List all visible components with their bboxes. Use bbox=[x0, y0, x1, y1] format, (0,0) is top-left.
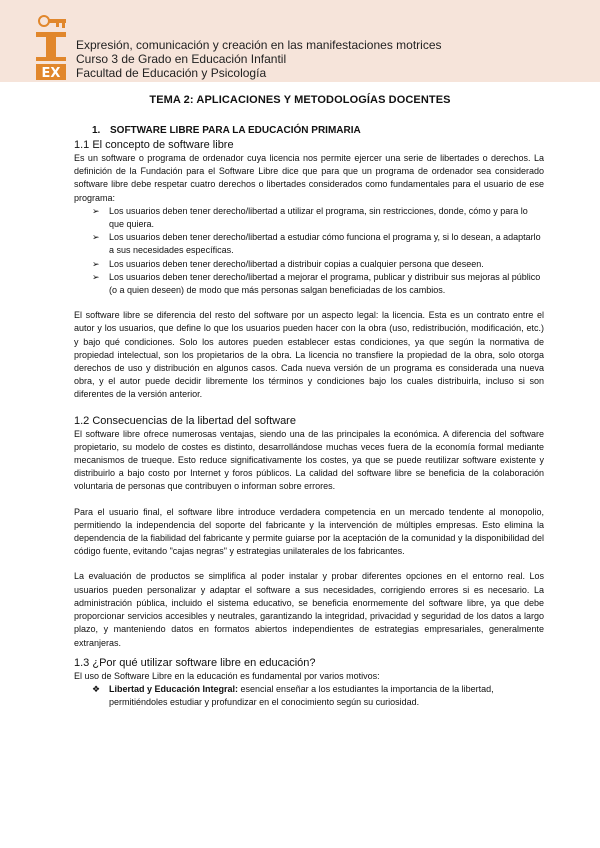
list-item bbox=[92, 271, 544, 297]
list-item bbox=[92, 683, 544, 709]
document-title: TEMA 2: APLICACIONES Y METODOLOGÍAS DOCENTES bbox=[149, 94, 451, 106]
subsection-heading-1-3: 1.3 ¿Por qué utilizar software libre en educación? bbox=[74, 656, 316, 669]
document-body bbox=[74, 124, 544, 709]
paragraph: Para el usuario final, el software libre introduce verdadera competencia en un mercado tendente al monopolio, permitiendo la independencia del soporte del fabricante y la intervención de múltiples empresas. Esto elimina la dependencia de la fiabilidad del fabricante y permite guiarse por la aceptación de la comunidad y la disponibilidad del código fuente, evitando "cajas negras" y estrategias unilaterales de los fabricantes. bbox=[74, 506, 544, 557]
arrow-bullet-icon: ➢ bbox=[92, 232, 100, 243]
freedoms-list bbox=[92, 205, 544, 297]
course-subject: Expresión, comunicación y creación en las manifestaciones motrices bbox=[76, 38, 442, 52]
subsection-heading-1-2: 1.2 Consecuencias de la libertad del software bbox=[74, 414, 296, 427]
list-item-text: Los usuarios deben tener derecho/libertad a estudiar cómo funciona el programa y, si lo desean, a adaptarlo a sus necesidades específicas. bbox=[109, 232, 541, 256]
paragraph: Es un software o programa de ordenador cuya licencia nos permite ejercer una serie de libertades o derechos. La definición de la Fundación para el Software Libre dice que para que un programa de ordenador sea considerado software libre debe respetar cuatro derechos o libertades considerados como fundamentales para el usuario de ese programa: bbox=[74, 153, 544, 203]
section-number: 1. bbox=[92, 125, 101, 136]
list-item bbox=[92, 258, 544, 271]
paragraph: El software libre ofrece numerosas ventajas, siendo una de las principales la económica. A diferencia del software propietario, su modelo de costes es distinto, desarrollándose muchas veces fuera de la economía formal mediante mecanismos de trueque. Esto reduce significativamente los costes, ya que se puede reutilizar software existente y distribuirlo a bajo costo por Internet y foros públicos. La calidad del software libre se beneficia de la colaboración voluntaria de personas que contribuyen o informan sobre errores. bbox=[74, 428, 544, 492]
arrow-bullet-icon: ➢ bbox=[92, 205, 100, 216]
list-item-text: Los usuarios deben tener derecho/libertad a mejorar el programa, publicar y distribuir sus mejoras al público (o a quien deseen) de modo que más personas salgan beneficiadas de los cambios. bbox=[109, 271, 541, 296]
arrow-bullet-icon: ➢ bbox=[92, 271, 100, 282]
paragraph: El software libre se diferencia del resto del software por un aspecto legal: la licencia. Esta es un contrato entre el autor y los usuarios, que define lo que los usuarios pueden hacer con la obra (uso, redistribución, modificación, etc.) y bajo qué condiciones. Solo los autores pueden establecer estas condiciones, ya que según la normativa de propiedad intelectual, son los propietarios de la obra. La licencia no transfiere la propiedad de la obra, solo otorga derechos de uso y distribución en algunos casos. Cada nueva versión de un programa es considerada una nueva obra, y el autor puede decidir libremente los términos y condiciones bajo los cuales distribuirla, incluso si son diferentes de la versión anterior. bbox=[74, 310, 544, 400]
diamond-bullet-icon: ❖ bbox=[92, 683, 101, 694]
section-heading bbox=[92, 124, 544, 138]
list-item-text: esencial enseñar a los estudiantes la importancia de la libertad, permitiéndoles estudiar y profundizar en el conocimiento según su curiosidad. bbox=[109, 683, 494, 708]
section-title: SOFTWARE LIBRE PARA LA EDUCACIÓN PRIMARIA bbox=[110, 125, 361, 136]
logo-text: EX bbox=[41, 66, 61, 80]
list-item bbox=[92, 205, 544, 231]
paragraph: El uso de Software Libre en la educación es fundamental por varios motivos: bbox=[74, 670, 380, 681]
list-item-text: Los usuarios deben tener derecho/libertad a utilizar el programa, sin restricciones, donde, cómo y para lo que quiera. bbox=[109, 205, 528, 230]
header-band bbox=[0, 0, 600, 82]
list-item-text: Los usuarios deben tener derecho/libertad a distribuir copias a cualquier persona que deseen. bbox=[109, 258, 484, 269]
arrow-bullet-icon: ➢ bbox=[92, 258, 100, 269]
list-item bbox=[92, 231, 544, 257]
subsection-heading-1-1: 1.1 El concepto de software libre bbox=[74, 139, 234, 151]
list-item-label: Libertad y Educación Integral: bbox=[109, 683, 239, 694]
course-year: Curso 3 de Grado en Educación Infantil bbox=[76, 52, 287, 66]
faculty-name: Facultad de Educación y Psicología bbox=[76, 66, 267, 80]
header-text bbox=[76, 38, 442, 80]
paragraph: La evaluación de productos se simplifica al poder instalar y probar diferentes opciones en el entorno real. Los usuarios pueden personalizar y adaptar el software a sus necesidades, corrigiendo errores si es necesario. La administración pública, incluido el sistema educativo, se beneficia enormemente del software libre, ya que debe proporcionar servicios accesibles y neutrales, garantizando la integridad, privacidad y seguridad de los datos a largo plazo, y manteniendo datos en formatos abiertos independientes de estrategias empresariales, generalmente extranjeras. bbox=[74, 571, 544, 648]
motives-list bbox=[92, 683, 544, 709]
university-logo-icon bbox=[36, 14, 66, 80]
